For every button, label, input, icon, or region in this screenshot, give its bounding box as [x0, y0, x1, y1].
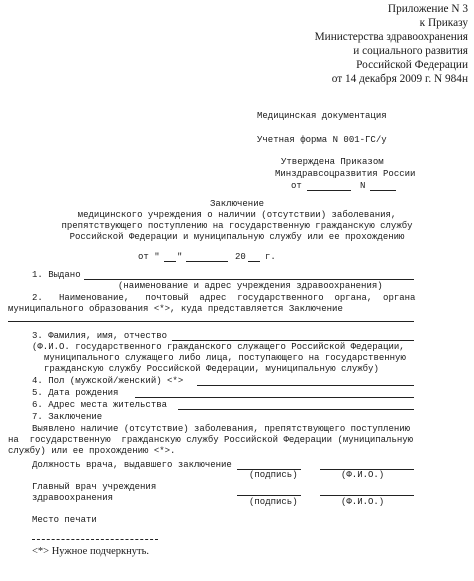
field-sex-label: 4. Пол (мужской/женский) <*>: [32, 376, 184, 386]
field-issued-hint: (наименование и адрес учреждения здравоохранения): [118, 281, 383, 291]
doctor-signature-hint: (подпись): [249, 470, 298, 480]
appendix-line-2: к Приказу: [419, 17, 468, 29]
date-year-prefix: 20: [235, 252, 246, 262]
field-sex-line[interactable]: [197, 385, 414, 386]
field-conclusion-label: 7. Заключение: [32, 412, 103, 422]
chief-doctor-label-1: Главный врач учреждения: [32, 482, 157, 492]
date-year-suffix: г.: [265, 252, 276, 262]
field-birthdate-line[interactable]: [135, 397, 414, 398]
stamp-place-label: Место печати: [32, 515, 97, 525]
appendix-line-4: и социального развития: [353, 45, 468, 57]
form-number: Учетная форма N 001-ГС/у: [257, 135, 387, 145]
date-quote-close: ": [177, 252, 183, 262]
order-date-line: [307, 190, 351, 191]
title-line-4: Российской Федерации и муниципальную службу или ее прохождению: [69, 232, 405, 242]
field-conclusion-text-1: Выявлено наличие (отсутствие) заболевания, препятствующего поступлению: [32, 424, 411, 434]
order-number-line: [370, 190, 396, 191]
field-address-line[interactable]: [178, 409, 414, 410]
chief-name-line[interactable]: [320, 495, 414, 496]
field-address-label: 6. Адрес места жительства: [32, 400, 168, 410]
field-fullname-hint-3: гражданскую службу Российской Федерации, муниципальную службу): [44, 364, 379, 374]
field-authority-answer-line[interactable]: [8, 321, 414, 322]
order-no-label: N: [360, 181, 366, 191]
appendix-line-5: Российской Федерации: [356, 59, 468, 71]
date-year-line: [248, 261, 260, 262]
footnote-text: <*> Нужное подчеркнуть.: [32, 546, 150, 557]
title-line-2: медицинского учреждения о наличии (отсутствии) заболевания,: [77, 210, 397, 220]
field-fullname-hint-1: (Ф.И.О. государственного гражданского служащего Российской Федерации,: [32, 342, 405, 352]
approved-label: Утверждена Приказом: [281, 157, 384, 167]
appendix-line-6: от 14 декабря 2009 г. N 984н: [331, 73, 468, 85]
field-conclusion-text-2: на государственную гражданскую службу Российской Федерации (муниципальную: [8, 435, 414, 445]
chief-signature-line[interactable]: [237, 495, 301, 496]
date-from-label: от ": [138, 252, 160, 262]
appendix-line-1: Приложение N 3: [387, 3, 468, 15]
title-line-3: препятствующего поступлению на государственную гражданскую службу: [61, 221, 413, 231]
med-doc-label: Медицинская документация: [257, 111, 387, 121]
footnote-separator: [32, 539, 158, 540]
doctor-name-hint: (Ф.И.О.): [341, 470, 385, 480]
field-authority-line-1: 2. Наименование, почтовый адрес государственного органа, органа: [32, 293, 416, 303]
field-fullname-hint-2: муниципального служащего либо лица, поступающего на государственную: [44, 353, 406, 363]
order-from-label: от: [291, 181, 302, 191]
field-birthdate-label: 5. Дата рождения: [32, 388, 119, 398]
date-month-line: [186, 261, 228, 262]
doctor-position-label: Должность врача, выдавшего заключение: [32, 460, 232, 470]
date-day-line: [164, 261, 176, 262]
chief-doctor-label-2: здравоохранения: [32, 493, 114, 503]
field-fullname-label: 3. Фамилия, имя, отчество: [32, 331, 168, 341]
field-authority-line-2: муниципального образования <*>, куда представляется Заключение: [8, 304, 343, 314]
appendix-line-3: Министерства здравоохранения: [314, 31, 468, 43]
field-issued-label: 1. Выдано: [32, 270, 81, 280]
field-issued-line[interactable]: [84, 279, 414, 280]
field-conclusion-text-3: службу) или ее прохождению <*>.: [8, 446, 176, 456]
title-line-1: Заключение: [209, 199, 264, 209]
chief-name-hint: (Ф.И.О.): [341, 497, 385, 507]
ministry-label: Минздравсоцразвития России: [275, 169, 416, 179]
chief-signature-hint: (подпись): [249, 497, 298, 507]
field-fullname-line[interactable]: [172, 340, 414, 341]
